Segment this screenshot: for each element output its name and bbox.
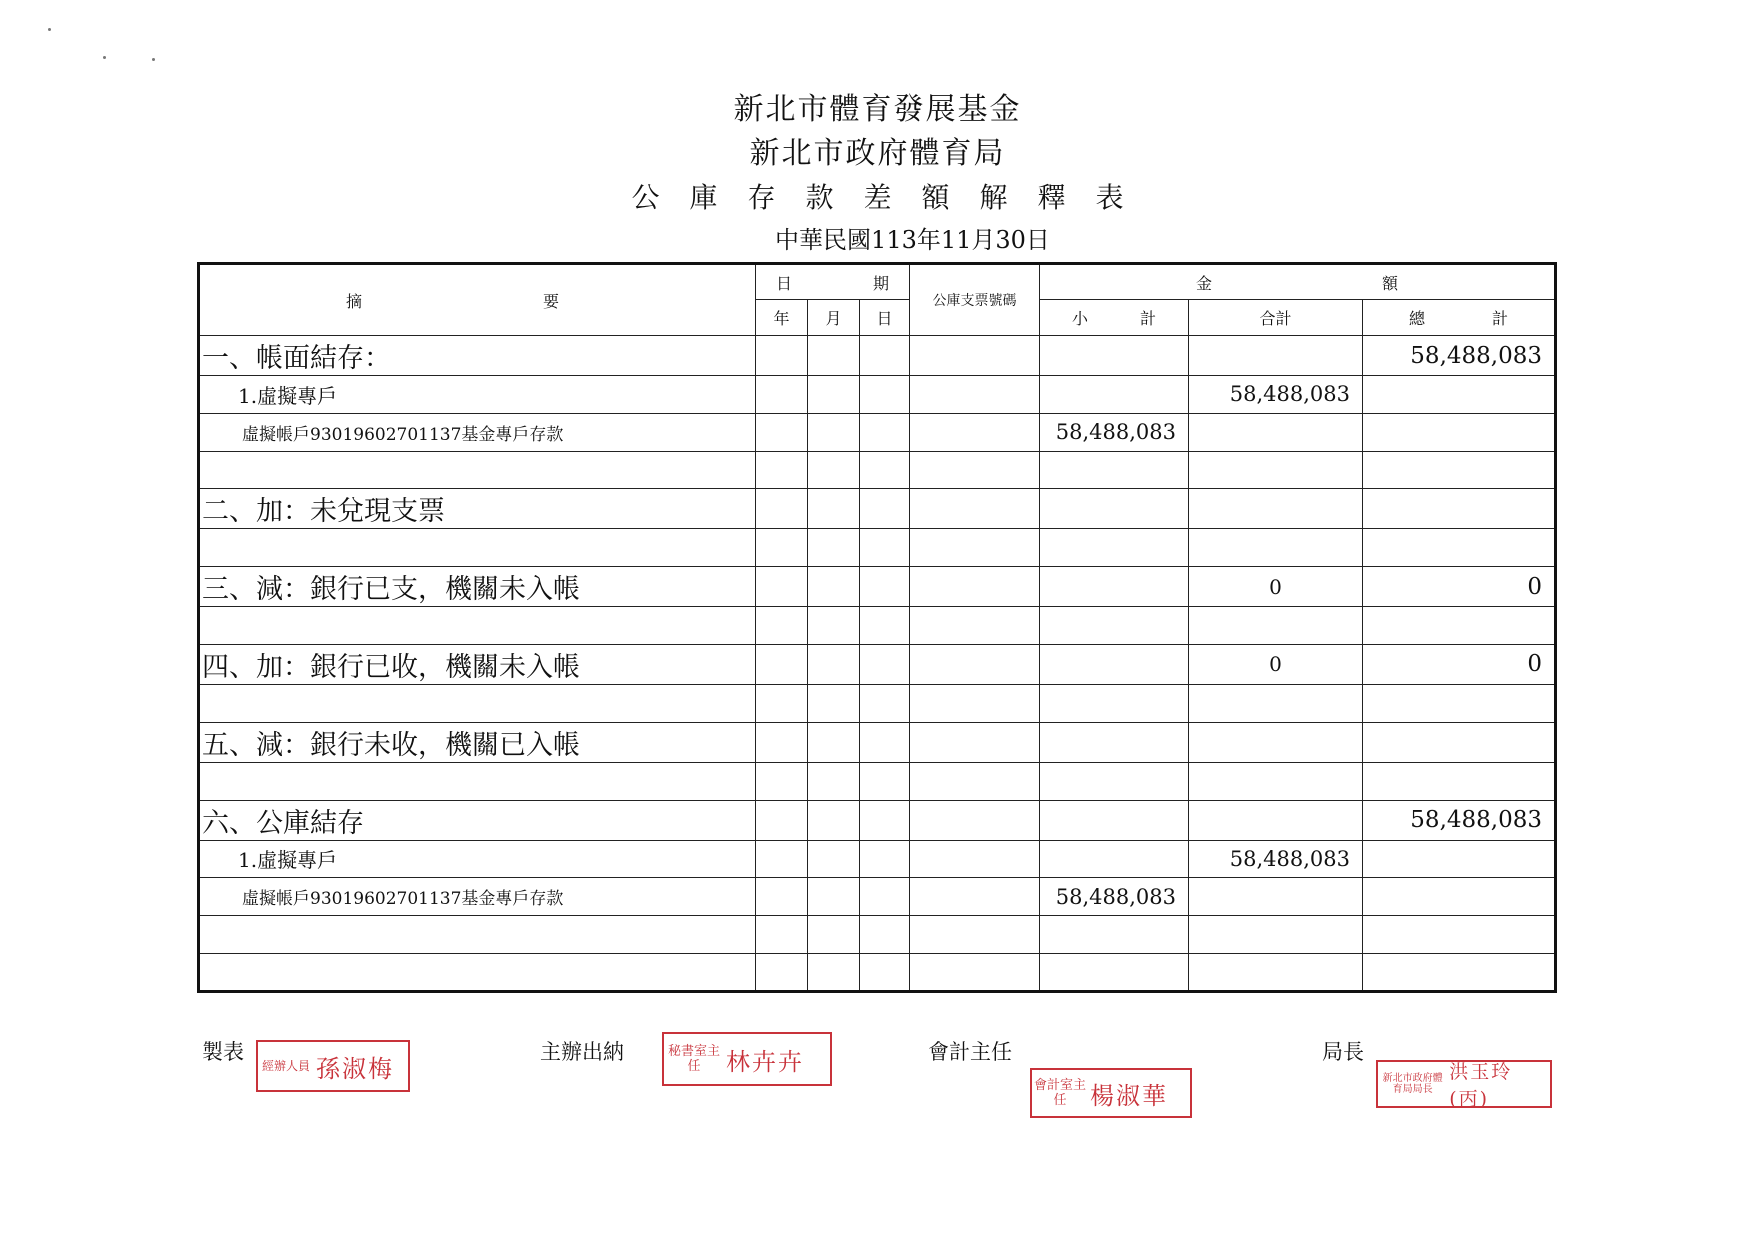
row-month	[808, 840, 860, 878]
col-date: 日 期	[756, 264, 910, 300]
row-description	[199, 607, 756, 645]
scan-speck	[48, 28, 51, 31]
row-day	[860, 489, 910, 529]
table-row	[199, 336, 1556, 376]
col-total: 合計	[1189, 300, 1363, 336]
row-description: 虛擬帳戶93019602701137基金專戶存款	[199, 413, 756, 451]
row-description	[199, 451, 756, 489]
row-total: 0	[1189, 644, 1363, 684]
org-name: 新北市體育發展基金	[733, 92, 1022, 127]
row-day	[860, 800, 910, 840]
document-header	[0, 88, 1755, 260]
row-month	[808, 413, 860, 451]
row-month	[808, 878, 860, 916]
row-grand-total	[1363, 451, 1556, 489]
col-year: 年	[756, 300, 808, 336]
row-day	[860, 567, 910, 607]
row-day	[860, 529, 910, 567]
row-cheque-no	[910, 762, 1040, 800]
row-total	[1189, 451, 1363, 489]
row-cheque-no	[910, 451, 1040, 489]
scan-speck	[103, 56, 106, 59]
table-body	[199, 336, 1556, 992]
row-cheque-no	[910, 840, 1040, 878]
row-total	[1189, 684, 1363, 722]
row-description: 四、加：銀行已收，機關未入帳	[199, 644, 756, 684]
row-day	[860, 878, 910, 916]
dept-name: 新北市政府體育局	[749, 136, 1006, 171]
row-subtotal	[1040, 567, 1189, 607]
row-year	[756, 336, 808, 376]
row-description	[199, 916, 756, 954]
col-summary: 摘 要	[199, 264, 756, 336]
row-subtotal	[1040, 376, 1189, 414]
row-total	[1189, 878, 1363, 916]
row-grand-total: 0	[1363, 644, 1556, 684]
table-row	[199, 376, 1556, 414]
table-row	[199, 916, 1556, 954]
preparer-stamp: 經辦人員 孫淑梅	[256, 1040, 410, 1092]
preparer-label: 製表	[202, 1040, 244, 1064]
row-year	[756, 376, 808, 414]
row-subtotal	[1040, 800, 1189, 840]
row-year	[756, 644, 808, 684]
row-subtotal	[1040, 840, 1189, 878]
row-year	[756, 489, 808, 529]
row-total: 58,488,083	[1189, 376, 1363, 414]
row-grand-total	[1363, 607, 1556, 645]
row-total	[1189, 722, 1363, 762]
row-total	[1189, 336, 1363, 376]
col-day: 日	[860, 300, 910, 336]
row-cheque-no	[910, 800, 1040, 840]
form-title: 公庫存款差額解釋表	[631, 181, 1154, 214]
table-row	[199, 684, 1556, 722]
row-grand-total	[1363, 722, 1556, 762]
row-grand-total: 0	[1363, 567, 1556, 607]
row-description: 二、加：未兌現支票	[199, 489, 756, 529]
row-cheque-no	[910, 684, 1040, 722]
table-row	[199, 762, 1556, 800]
row-total	[1189, 529, 1363, 567]
row-month	[808, 376, 860, 414]
row-total	[1189, 953, 1363, 991]
row-description	[199, 762, 756, 800]
row-day	[860, 607, 910, 645]
row-grand-total	[1363, 489, 1556, 529]
row-cheque-no	[910, 529, 1040, 567]
table-row	[199, 878, 1556, 916]
row-subtotal	[1040, 916, 1189, 954]
row-month	[808, 607, 860, 645]
table-row	[199, 489, 1556, 529]
row-cheque-no	[910, 916, 1040, 954]
table-row	[199, 840, 1556, 878]
row-month	[808, 336, 860, 376]
row-grand-total	[1363, 840, 1556, 878]
cashier-label: 主辦出納	[540, 1040, 624, 1064]
row-day	[860, 840, 910, 878]
reconciliation-table	[197, 262, 1557, 993]
row-day	[860, 644, 910, 684]
row-cheque-no	[910, 567, 1040, 607]
row-subtotal	[1040, 451, 1189, 489]
row-subtotal: 58,488,083	[1040, 878, 1189, 916]
row-cheque-no	[910, 878, 1040, 916]
row-total	[1189, 489, 1363, 529]
accounting-label: 會計主任	[928, 1040, 1012, 1064]
row-year	[756, 878, 808, 916]
row-year	[756, 567, 808, 607]
table-row	[199, 800, 1556, 840]
row-subtotal	[1040, 529, 1189, 567]
row-day	[860, 336, 910, 376]
row-year	[756, 451, 808, 489]
row-day	[860, 684, 910, 722]
row-subtotal	[1040, 489, 1189, 529]
row-cheque-no	[910, 336, 1040, 376]
row-month	[808, 529, 860, 567]
accounting-stamp: 會計室主任 楊淑華	[1030, 1068, 1192, 1118]
row-grand-total	[1363, 878, 1556, 916]
table-row	[199, 722, 1556, 762]
col-month: 月	[808, 300, 860, 336]
table-row	[199, 644, 1556, 684]
row-grand-total: 58,488,083	[1363, 800, 1556, 840]
row-month	[808, 451, 860, 489]
table-row	[199, 953, 1556, 991]
director-stamp: 新北市政府體育局局長 洪玉玲(丙)	[1376, 1060, 1552, 1108]
table-row	[199, 567, 1556, 607]
row-total	[1189, 800, 1363, 840]
row-description: 三、減：銀行已支，機關未入帳	[199, 567, 756, 607]
row-month	[808, 489, 860, 529]
row-description: 1.虛擬專戶	[199, 840, 756, 878]
table-row	[199, 607, 1556, 645]
row-grand-total	[1363, 529, 1556, 567]
scan-speck	[152, 58, 155, 61]
row-month	[808, 567, 860, 607]
row-year	[756, 607, 808, 645]
row-cheque-no	[910, 953, 1040, 991]
col-amount: 金 額	[1040, 264, 1556, 300]
row-month	[808, 684, 860, 722]
row-month	[808, 762, 860, 800]
row-grand-total	[1363, 953, 1556, 991]
row-grand-total	[1363, 762, 1556, 800]
row-subtotal	[1040, 953, 1189, 991]
row-year	[756, 722, 808, 762]
row-month	[808, 722, 860, 762]
row-subtotal	[1040, 644, 1189, 684]
row-month	[808, 953, 860, 991]
table-row	[199, 413, 1556, 451]
row-grand-total	[1363, 376, 1556, 414]
row-description: 六、公庫結存	[199, 800, 756, 840]
row-total	[1189, 607, 1363, 645]
row-day	[860, 413, 910, 451]
row-total: 0	[1189, 567, 1363, 607]
row-cheque-no	[910, 644, 1040, 684]
header-row-1	[199, 264, 1556, 300]
row-day	[860, 451, 910, 489]
report-date: 中華民國113年11月30日	[775, 226, 1050, 254]
row-year	[756, 953, 808, 991]
row-grand-total	[1363, 684, 1556, 722]
row-total	[1189, 762, 1363, 800]
row-cheque-no	[910, 607, 1040, 645]
row-cheque-no	[910, 413, 1040, 451]
row-year	[756, 529, 808, 567]
row-subtotal	[1040, 762, 1189, 800]
row-subtotal	[1040, 607, 1189, 645]
row-day	[860, 916, 910, 954]
row-cheque-no	[910, 376, 1040, 414]
row-day	[860, 762, 910, 800]
table-row	[199, 451, 1556, 489]
row-year	[756, 684, 808, 722]
table-row	[199, 529, 1556, 567]
row-description: 五、減：銀行未收，機關已入帳	[199, 722, 756, 762]
row-year	[756, 800, 808, 840]
row-subtotal: 58,488,083	[1040, 413, 1189, 451]
row-year	[756, 916, 808, 954]
row-cheque-no	[910, 722, 1040, 762]
col-grand-total: 總 計	[1363, 300, 1556, 336]
row-description: 虛擬帳戶93019602701137基金專戶存款	[199, 878, 756, 916]
row-month	[808, 644, 860, 684]
row-month	[808, 916, 860, 954]
cashier-stamp: 秘書室主任 林卉卉	[662, 1032, 832, 1086]
row-subtotal	[1040, 336, 1189, 376]
row-day	[860, 953, 910, 991]
col-cheque-no: 公庫支票號碼	[910, 264, 1040, 336]
row-description: 1.虛擬專戶	[199, 376, 756, 414]
row-year	[756, 413, 808, 451]
row-description	[199, 953, 756, 991]
row-description	[199, 684, 756, 722]
row-day	[860, 376, 910, 414]
row-year	[756, 840, 808, 878]
row-grand-total	[1363, 413, 1556, 451]
col-subtotal: 小 計	[1040, 300, 1189, 336]
row-year	[756, 762, 808, 800]
row-description: 一、帳面結存：	[199, 336, 756, 376]
row-grand-total: 58,488,083	[1363, 336, 1556, 376]
row-month	[808, 800, 860, 840]
row-total	[1189, 916, 1363, 954]
row-day	[860, 722, 910, 762]
director-label: 局長	[1322, 1040, 1364, 1064]
row-description	[199, 529, 756, 567]
row-total: 58,488,083	[1189, 840, 1363, 878]
row-subtotal	[1040, 684, 1189, 722]
row-grand-total	[1363, 916, 1556, 954]
row-total	[1189, 413, 1363, 451]
row-cheque-no	[910, 489, 1040, 529]
row-subtotal	[1040, 722, 1189, 762]
